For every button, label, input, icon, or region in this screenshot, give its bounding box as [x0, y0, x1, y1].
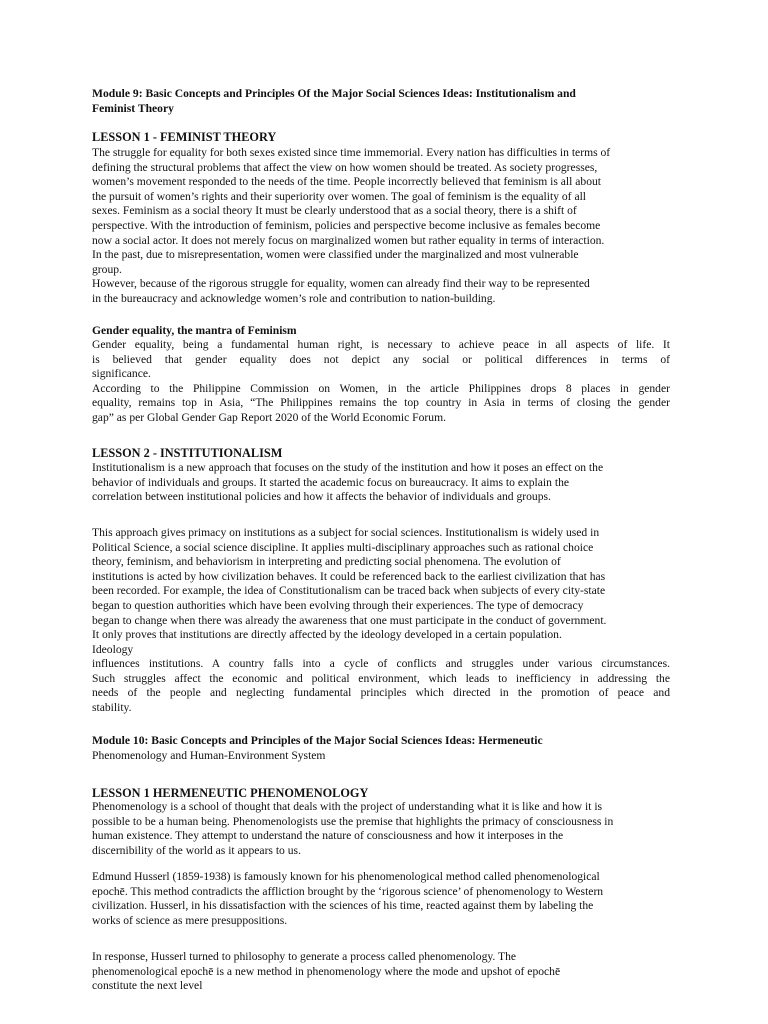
text-line: works of science as mere presuppositions.	[92, 913, 288, 927]
hermeneutic-paragraph-1	[92, 800, 670, 858]
text-line: civilization. Husserl, in his dissatisfaction with the sciences of his time, reacted against them by labeling the	[92, 899, 594, 913]
text-line: constitute the next level	[92, 979, 203, 993]
text-line: theory, feminism, and behaviorism in interpreting and predicting social phenomena. The evolution of	[92, 555, 561, 569]
lesson2-paragraph-3	[92, 657, 670, 715]
text-line: behavior of individuals and groups. It started the academic focus on bureaucracy. It aims to explain the	[92, 475, 570, 489]
module10-title: Module 10: Basic Concepts and Principles of the Major Social Sciences Ideas: Hermeneutic	[92, 734, 543, 747]
text-line: equality, remains top in Asia, “The Philippines remains the top country in Asia in terms of closing the gender	[92, 396, 670, 410]
text-line: is believed that gender equality does not depict any social or political differences in terms of	[92, 352, 670, 366]
text-line: gap” as per Global Gender Gap Report 2020 of the World Economic Forum.	[92, 410, 446, 424]
text-line: However, because of the rigorous struggle for equality, women can already find their way to be represented	[92, 277, 590, 291]
text-line: correlation between institutional policies and how it affects the behavior of individuals and groups.	[92, 490, 551, 504]
lesson2-paragraph-2	[92, 526, 670, 657]
text-line: Gender equality, being a fundamental human right, is necessary to achieve peace in all aspects of life. It	[92, 338, 670, 351]
text-line: influences institutions. A country falls into a cycle of conflicts and struggles under various circumstances.	[92, 657, 670, 670]
lesson1-heading: LESSON 1 - FEMINIST THEORY	[92, 130, 277, 144]
text-line: began to question authorities which have been evolving through their experiences. The type of democracy	[92, 598, 584, 612]
module10-subtitle: Phenomenology and Human-Environment System	[92, 749, 326, 762]
text-line: Module 9: Basic Concepts and Principles Of the Major Social Sciences Ideas: Institutionalism and	[92, 87, 576, 100]
gender-heading: Gender equality, the mantra of Feminism	[92, 324, 297, 337]
text-line: It only proves that institutions are directly affected by the ideology developed in a certain population.	[92, 628, 562, 642]
text-line: women’s movement responded to the needs of the time. People incorrectly believed that feminism is all about	[92, 175, 602, 189]
text-line: needs of the people and neglecting fundamental principles which directed in the promotion of peace and	[92, 686, 670, 700]
gender-paragraph	[92, 338, 670, 426]
text-line: In response, Husserl turned to philosophy to generate a process called phenomenology. The	[92, 950, 517, 963]
text-line: the pursuit of women’s rights and their superiority over women. The goal of feminism is the equality of all	[92, 189, 587, 203]
text-line: Edmund Husserl (1859-1938) is famously known for his phenomenological method called phenomenological	[92, 870, 600, 883]
text-line: sexes. Feminism as a social theory It must be clearly understood that as a social theory, there is a shift of	[92, 204, 577, 218]
hermeneutic-paragraph-2	[92, 870, 670, 928]
lesson2-paragraph-1	[92, 461, 670, 505]
hermeneutic-heading: LESSON 1 HERMENEUTIC PHENOMENOLOGY	[92, 786, 369, 800]
text-line: epochē. This method contradicts the affliction brought by the ‘rigorous science’ of phenomenology to Western	[92, 884, 604, 898]
text-line: Such struggles affect the economic and political environment, which leads to inefficiency in addressing the	[92, 671, 670, 685]
text-line: institutions is acted by how civilization behaves. It could be referenced back to the earliest civilization that has	[92, 569, 606, 583]
text-line: in the bureaucracy and acknowledge women’s role and contribution to nation-building.	[92, 291, 496, 305]
text-line: Phenomenology is a school of thought that deals with the project of understanding what it is like and how it is	[92, 800, 603, 813]
text-line: perspective. With the introduction of feminism, policies and perspective become inclusive as females become	[92, 218, 601, 232]
text-line: Institutionalism is a new approach that focuses on the study of the institution and how it poses an effect on the	[92, 461, 604, 474]
text-line: been recorded. For example, the idea of Constitutionalism can be traced back when subjects of every city-state	[92, 584, 606, 598]
lesson2-heading: LESSON 2 - INSTITUTIONALISM	[92, 446, 283, 460]
text-line: According to the Philippine Commission on Women, in the article Philippines drops 8 places in gender	[92, 381, 670, 395]
text-line: began to change when there was already the awareness that one must participate in the conduct of government.	[92, 613, 607, 627]
hermeneutic-paragraph-3	[92, 950, 670, 994]
text-line: stability.	[92, 700, 132, 714]
text-line: human existence. They attempt to understand the nature of consciousness and how it interposes in the	[92, 829, 564, 843]
module9-title	[92, 87, 670, 116]
text-line: possible to be a human being. Phenomenologists use the premise that highlights the primacy of consciousness in	[92, 814, 614, 828]
text-line: Political Science, a social science discipline. It applies multi-disciplinary approaches such as rational choice	[92, 540, 594, 554]
text-line: group.	[92, 262, 122, 276]
text-line: discernibility of the world as it appears to us.	[92, 843, 301, 857]
text-line: This approach gives primacy on institutions as a subject for social sciences. Institutionalism is widely used in	[92, 526, 600, 539]
text-line: Feminist Theory	[92, 101, 174, 115]
text-line: significance.	[92, 367, 151, 381]
text-line: In the past, due to misrepresentation, women were classified under the marginalized and most vulnerable	[92, 248, 579, 262]
text-line: Ideology	[92, 642, 134, 656]
lesson1-paragraph	[92, 146, 670, 307]
text-line: defining the structural problems that affect the view on how women should be treated. As society progresses,	[92, 160, 598, 174]
text-line: now a social actor. It does not merely focus on marginalized women but rather equality in terms of interaction.	[92, 233, 605, 247]
text-line: phenomenological epochē is a new method in phenomenology where the mode and upshot of epochē	[92, 964, 561, 978]
text-line: The struggle for equality for both sexes existed since time immemorial. Every nation has difficulties in terms of	[92, 146, 611, 159]
